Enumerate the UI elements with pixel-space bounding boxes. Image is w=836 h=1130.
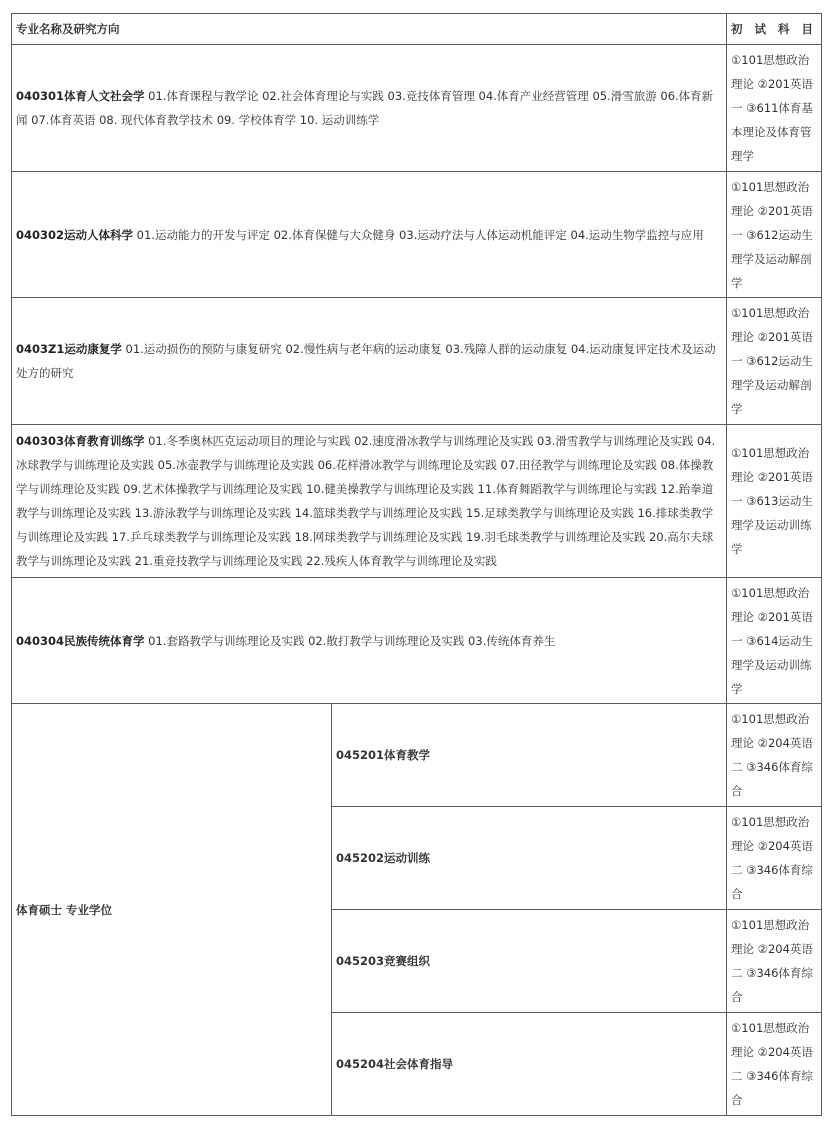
subject-column-header: 初 试 科 目 — [727, 14, 822, 45]
master-direction-name: 045203竞赛组织 — [332, 910, 727, 1013]
major-cell — [12, 578, 727, 704]
table-row — [12, 45, 822, 172]
exam-subjects: ①101思想政治理论 ②204英语二 ③346体育综合 — [727, 704, 822, 807]
exam-subjects: ①101思想政治理论 ②204英语二 ③346体育综合 — [727, 1013, 822, 1116]
table-row — [12, 578, 822, 704]
major-cell — [12, 298, 727, 425]
major-directions: 01.套路教学与训练理论及实践 02.散打教学与训练理论及实践 03.传统体育养生 — [144, 633, 556, 648]
exam-subjects: ①101思想政治理论 ②201英语一 ③611体育基本理论及体育管理学 — [727, 45, 822, 172]
exam-subjects: ①101思想政治理论 ②204英语二 ③346体育综合 — [727, 807, 822, 910]
major-code-name: 040304民族传统体育学 — [16, 633, 145, 648]
exam-subjects: ①101思想政治理论 ②201英语一 ③612运动生理学及运动解剖学 — [727, 298, 822, 425]
exam-subjects: ①101思想政治理论 ②201英语一 ③612运动生理学及运动解剖学 — [727, 172, 822, 298]
exam-subjects: ①101思想政治理论 ②204英语二 ③346体育综合 — [727, 910, 822, 1013]
major-code-name: 040302运动人体科学 — [16, 227, 134, 242]
major-cell — [12, 425, 727, 578]
major-directions: 01.运动能力的开发与评定 02.体育保健与大众健身 03.运动疗法与人体运动机能评定 04.运动生物学监控与应用 — [133, 227, 704, 242]
header-row — [12, 14, 822, 45]
major-code-name: 040303体育教育训练学 — [16, 434, 145, 448]
exam-subjects: ①101思想政治理论 ②201英语一 ③614运动生理学及运动训练学 — [727, 578, 822, 704]
master-direction-name: 045202运动训练 — [332, 807, 727, 910]
major-directions: 01.体育课程与教学论 02.社会体育理论与实践 03.竞技体育管理 04.体育产业经营管理 05.滑雪旅游 06.体育新闻 07.体育英语 08. 现代体育教学技术 09. 学校体育学 10. 运动训练学 — [16, 89, 714, 127]
major-cell — [12, 45, 727, 172]
table-row — [12, 172, 822, 298]
major-code-name: 0403Z1运动康复学 — [16, 342, 122, 356]
major-directions: 01.冬季奥林匹克运动项目的理论与实践 02.速度滑冰教学与训练理论及实践 03.滑雪教学与训练理论及实践 04.冰球教学与训练理论及实践 05.冰壶教学与训练理论及实践 06.花样滑冰教学与训练理论及实践 07.田径教学与训练理论及实践 08.体操教学与训练理论及实践 09.艺术体操教学与训练理论及实践 10.健美操教学与训练理论及实践 11.体育舞蹈教学与训练理论与实践 12.跆拳道教学与训练理论及实践 13.游泳教学与训练理论及实践 14.篮球类教学与训练理论及实践 15.足球类教学与训练理论及实践 16.排球类教学与训练理论及实践 17.乒乓球类教学与训练理论及实践 18.网球类教学与训练理论及实践 19.羽毛球类教学与训练理论及实践 20.高尔夫球教学与训练理论及实践 21.重竞技教学与训练理论及实践 22.残疾人体育教学与训练理论及实践 — [16, 434, 716, 568]
major-cell — [12, 172, 727, 298]
major-column-header: 专业名称及研究方向 — [12, 14, 727, 45]
master-direction-name: 045204社会体育指导 — [332, 1013, 727, 1116]
exam-subjects: ①101思想政治理论 ②201英语一 ③613运动生理学及运动训练学 — [727, 425, 822, 578]
table-row — [12, 425, 822, 578]
major-code-name: 040301体育人文社会学 — [16, 89, 145, 103]
master-direction-name: 045201体育教学 — [332, 704, 727, 807]
table-row — [12, 704, 822, 807]
exam-subjects-table — [11, 13, 822, 1116]
master-degree-title: 体育硕士 专业学位 — [12, 704, 332, 1116]
table-row — [12, 298, 822, 425]
major-directions: 01.运动损伤的预防与康复研究 02.慢性病与老年病的运动康复 03.残障人群的运动康复 04.运动康复评定技术及运动处方的研究 — [16, 342, 716, 380]
